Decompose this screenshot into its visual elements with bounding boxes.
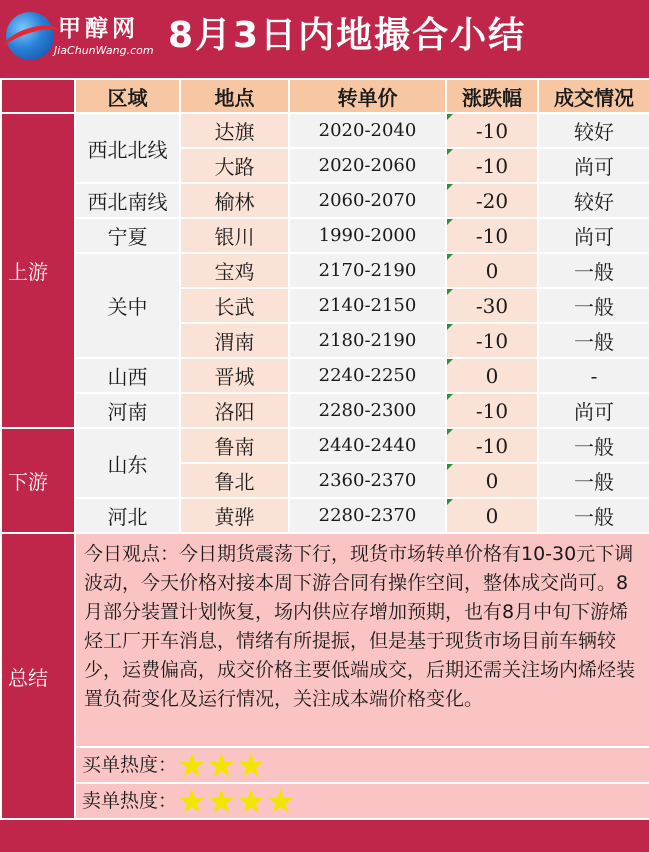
star-icon: ★: [236, 747, 266, 783]
col-header-deal: 成交情况: [538, 79, 649, 113]
place-cell: 达旗: [180, 113, 289, 148]
table-row: [1, 428, 649, 463]
region-cell: 关中: [75, 253, 180, 358]
header-blank: [1, 79, 75, 113]
table-row: [1, 218, 649, 253]
col-header-region: 区域: [75, 79, 180, 113]
region-cell: 山东: [75, 428, 180, 498]
place-cell: 鲁南: [180, 428, 289, 463]
change-cell: 0: [446, 253, 538, 288]
buy-heat-stars: [177, 747, 266, 783]
col-header-place: 地点: [180, 79, 289, 113]
change-cell: -10: [446, 148, 538, 183]
deal-cell: 一般: [538, 428, 649, 463]
change-cell: -10: [446, 218, 538, 253]
region-cell: 河南: [75, 393, 180, 428]
deal-cell: 一般: [538, 253, 649, 288]
page-title: 8月3日内地撮合小结: [168, 15, 527, 56]
change-cell: 0: [446, 498, 538, 533]
logo-english-text: JiaChunWang.com: [54, 44, 154, 57]
region-cell: 山西: [75, 358, 180, 393]
change-cell: -20: [446, 183, 538, 218]
place-cell: 宝鸡: [180, 253, 289, 288]
place-cell: 洛阳: [180, 393, 289, 428]
region-cell: 河北: [75, 498, 180, 533]
change-cell: 0: [446, 463, 538, 498]
deal-cell: 一般: [538, 498, 649, 533]
price-cell: 2180-2190: [289, 323, 446, 358]
buy-heat-cell: [75, 747, 649, 783]
price-table: [0, 78, 649, 820]
buy-heat-label: 买单热度：: [82, 753, 178, 776]
sell-heat-cell: [75, 783, 649, 819]
col-header-change: 涨跌幅: [446, 79, 538, 113]
star-icon: ★: [265, 783, 296, 819]
deal-cell: 一般: [538, 323, 649, 358]
place-cell: 黄骅: [180, 498, 289, 533]
place-cell: 长武: [180, 288, 289, 323]
price-cell: 2020-2040: [289, 113, 446, 148]
deal-cell: 较好: [538, 183, 649, 218]
change-cell: -10: [446, 393, 538, 428]
sell-heat-label: 卖单热度：: [82, 789, 178, 812]
price-cell: 2060-2070: [289, 183, 446, 218]
group-label-summary: 总结: [1, 533, 75, 819]
change-cell: -10: [446, 113, 538, 148]
price-cell: 2280-2370: [289, 498, 446, 533]
star-icon: ★: [206, 747, 237, 783]
table-row: [1, 253, 649, 288]
price-cell: 1990-2000: [289, 218, 446, 253]
sell-heat-row: [1, 783, 649, 819]
price-cell: 2440-2440: [289, 428, 446, 463]
price-cell: 2170-2190: [289, 253, 446, 288]
region-cell: 宁夏: [75, 218, 180, 253]
table-row: [1, 113, 649, 148]
place-cell: 鲁北: [180, 463, 289, 498]
deal-cell: 尚可: [538, 393, 649, 428]
place-cell: 榆林: [180, 183, 289, 218]
site-logo: [6, 10, 156, 70]
change-cell: -30: [446, 288, 538, 323]
sell-heat-stars: [177, 783, 296, 819]
price-cell: 2280-2300: [289, 393, 446, 428]
star-icon: ★: [236, 783, 266, 819]
deal-cell: 尚可: [538, 148, 649, 183]
col-header-price: 转单价: [289, 79, 446, 113]
table-row: [1, 393, 649, 428]
place-cell: 大路: [180, 148, 289, 183]
title-banner: [0, 0, 649, 78]
deal-cell: 较好: [538, 113, 649, 148]
table-row: [1, 358, 649, 393]
table-row: [1, 183, 649, 218]
summary-text: 今日观点：今日期货震荡下行，现货市场转单价格有10-30元下调波动，今天价格对接本周下游合同有操作空间，整体成交尚可。8月部分装置计划恢复，场内供应存增加预期，也有8月中旬下游烯烃工厂开车消息，情绪有所提振，但是基于现货市场目前车辆较少，运费偏高，成交价格主要低端成交，后期还需关注场内烯烃装置负荷变化及运行情况，关注成本端价格变化。: [75, 533, 649, 747]
price-cell: 2140-2150: [289, 288, 446, 323]
buy-heat-row: [1, 747, 649, 783]
price-cell: 2360-2370: [289, 463, 446, 498]
place-cell: 晋城: [180, 358, 289, 393]
summary-row: [1, 533, 649, 747]
change-cell: -10: [446, 323, 538, 358]
deal-cell: 一般: [538, 288, 649, 323]
change-cell: 0: [446, 358, 538, 393]
change-cell: -10: [446, 428, 538, 463]
region-cell: 西北北线: [75, 113, 180, 183]
place-cell: 银川: [180, 218, 289, 253]
group-label-upstream: 上游: [1, 113, 75, 428]
star-icon: ★: [206, 783, 237, 819]
logo-chinese-text: 甲醇网: [58, 16, 139, 42]
deal-cell: 尚可: [538, 218, 649, 253]
star-icon: ★: [177, 747, 207, 783]
place-cell: 渭南: [180, 323, 289, 358]
table-header-row: [1, 79, 649, 113]
region-cell: 西北南线: [75, 183, 180, 218]
price-cell: 2240-2250: [289, 358, 446, 393]
star-icon: ★: [177, 783, 207, 819]
price-cell: 2020-2060: [289, 148, 446, 183]
table-row: [1, 498, 649, 533]
deal-cell: 一般: [538, 463, 649, 498]
group-label-downstream: 下游: [1, 428, 75, 533]
deal-cell: -: [538, 358, 649, 393]
